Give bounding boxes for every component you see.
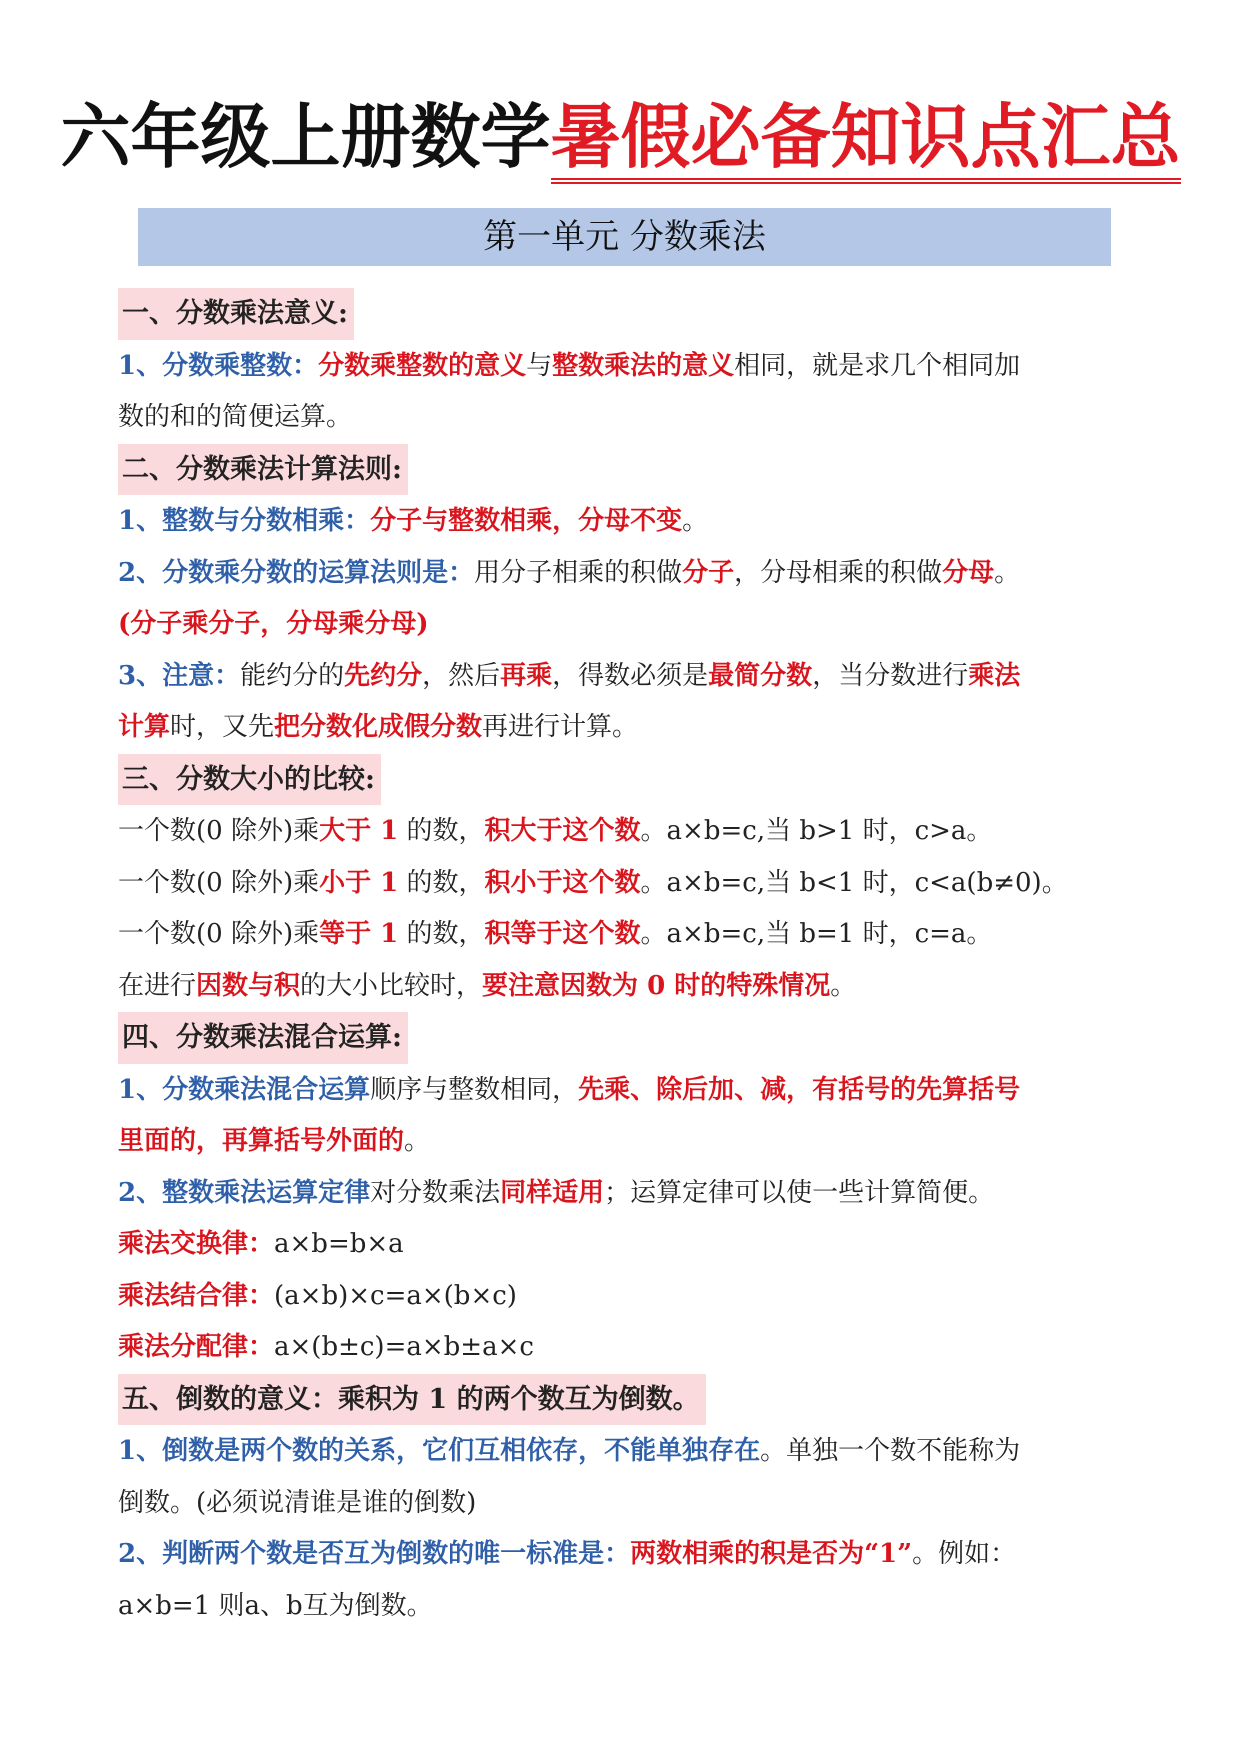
- text-line: [118, 341, 1128, 393]
- text-segment: 倒数。(必须说清谁是谁的倒数): [118, 1487, 477, 1518]
- heading-highlight: [118, 288, 354, 340]
- text-segment: 数的和的简便运算。: [118, 402, 353, 432]
- text-segment: 分数乘整数的意义: [318, 350, 527, 381]
- text-segment: 乘法交换律：: [118, 1229, 275, 1259]
- text-segment: 2、整数乘法运算定律: [118, 1177, 371, 1208]
- text-segment: 里面的，再算括号外面的: [118, 1126, 405, 1156]
- content-body: [118, 288, 1128, 1632]
- section-heading: [118, 288, 1128, 341]
- text-segment: 的数，: [398, 919, 485, 949]
- text-segment: a×(b±c)=a×b±a×c: [274, 1332, 534, 1362]
- page-title: [0, 92, 1241, 182]
- text-segment: 分母: [942, 557, 995, 588]
- text-segment: 。: [682, 506, 709, 536]
- text-segment: 再乘: [500, 660, 553, 691]
- text-segment: 。例如：: [912, 1539, 1017, 1569]
- text-line: [118, 1065, 1128, 1117]
- text-line: [118, 1581, 1128, 1633]
- section-heading: [118, 444, 1128, 497]
- text-line: [118, 702, 1128, 754]
- text-segment: 与: [526, 350, 553, 381]
- heading-highlight: [118, 1374, 706, 1426]
- text-segment: 因数与积: [196, 970, 301, 1001]
- text-segment: 再进行计算。: [482, 712, 639, 742]
- text-segment: 的数，: [398, 816, 485, 846]
- text-segment: 把分数化成假分数: [274, 712, 483, 742]
- text-segment: ；运算定律可以使一些计算简便。: [604, 1177, 995, 1208]
- text-segment: 1、分数乘法混合运算: [118, 1074, 371, 1105]
- title-black-part: 六年级上册数学: [60, 96, 551, 178]
- text-line: [118, 496, 1128, 548]
- text-segment: 。: [830, 970, 857, 1001]
- text-segment: 。单独一个数不能称为: [760, 1436, 1021, 1466]
- text-segment: 分子与整数相乘，分母不变: [370, 506, 683, 536]
- text-segment: 的大小比较时，: [300, 970, 483, 1001]
- text-segment: a×b=1 则a、b互为倒数。: [118, 1590, 433, 1621]
- text-segment: 小于 1: [319, 867, 399, 898]
- text-segment: 先约分: [344, 660, 423, 691]
- unit-heading: 第一单元 分数乘法: [138, 208, 1111, 266]
- text-segment: 能约分的: [240, 660, 345, 691]
- text-segment: ，分母相乘的积做: [734, 557, 943, 588]
- text-line: [118, 1219, 1128, 1271]
- text-segment: 2、分数乘分数的运算法则是：: [118, 557, 475, 588]
- text-line: [118, 1426, 1128, 1478]
- text-segment: 积大于这个数: [484, 816, 641, 846]
- text-segment: 。a×b=c,当 b<1 时，c<a(b≠0)。: [640, 867, 1068, 898]
- text-segment: 1、整数与分数相乘：: [118, 506, 371, 536]
- text-segment: 乘法: [968, 660, 1021, 691]
- text-segment: 的数，: [398, 867, 485, 898]
- text-segment: 1、分数乘整数：: [118, 350, 319, 381]
- text-line: [118, 858, 1128, 910]
- text-segment: 要注意因数为 0 时的特殊情况: [482, 970, 831, 1001]
- text-segment: 五、倒数的意义：乘积为 1 的两个数互为倒数。: [122, 1383, 700, 1415]
- text-segment: 。a×b=c,当 b=1 时，c=a。: [640, 919, 993, 949]
- text-line: [118, 1322, 1128, 1374]
- text-line: [118, 961, 1128, 1013]
- text-segment: 乘法结合律：: [118, 1280, 275, 1311]
- text-segment: 一个数(0 除外)乘: [118, 919, 320, 949]
- text-segment: 一个数(0 除外)乘: [118, 867, 320, 898]
- text-segment: 整数乘法的意义: [552, 350, 735, 381]
- text-segment: ，得数必须是: [552, 660, 709, 691]
- text-segment: 用分子相乘的积做: [474, 557, 683, 588]
- text-line: [118, 1271, 1128, 1323]
- text-segment: 相同，就是求几个相同加: [734, 350, 1021, 381]
- text-segment: 1、倒数是两个数的关系，它们互相依存，不能单独存在: [118, 1436, 761, 1466]
- text-line: [118, 1168, 1128, 1220]
- text-segment: 计算: [118, 712, 171, 742]
- text-segment: 。: [994, 557, 1021, 588]
- title-red-part: 暑假必备知识点汇总: [551, 96, 1181, 184]
- text-segment: 一个数(0 除外)乘: [118, 816, 320, 846]
- heading-highlight: [118, 1012, 408, 1064]
- text-line: [118, 651, 1128, 703]
- text-segment: 。: [404, 1126, 431, 1156]
- text-segment: 大于 1: [319, 816, 399, 846]
- text-segment: 同样适用: [500, 1177, 605, 1208]
- text-segment: 顺序与整数相同，: [370, 1074, 579, 1105]
- text-line: [118, 599, 1128, 651]
- text-segment: 二、分数乘法计算法则:: [122, 453, 402, 485]
- text-segment: (a×b)×c=a×(b×c): [274, 1280, 517, 1311]
- text-line: [118, 392, 1128, 444]
- section-heading: [118, 1374, 1128, 1427]
- text-segment: 。a×b=c,当 b>1 时，c>a。: [640, 816, 993, 846]
- text-segment: 两数相乘的积是否为“1”: [630, 1539, 913, 1569]
- text-segment: 2、判断两个数是否互为倒数的唯一标准是：: [118, 1539, 631, 1569]
- text-segment: 在进行: [118, 970, 197, 1001]
- text-segment: 时，又先: [170, 712, 275, 742]
- text-segment: ，当分数进行: [812, 660, 969, 691]
- text-line: [118, 909, 1128, 961]
- text-segment: 积小于这个数: [484, 867, 641, 898]
- heading-highlight: [118, 444, 408, 496]
- text-segment: 乘法分配律：: [118, 1332, 275, 1362]
- text-segment: 最简分数: [708, 660, 813, 691]
- section-heading: [118, 754, 1128, 807]
- text-segment: 等于 1: [319, 919, 399, 949]
- text-line: [118, 1478, 1128, 1530]
- text-segment: 先乘、除后加、减，有括号的先算括号: [578, 1074, 1021, 1105]
- heading-highlight: [118, 754, 381, 806]
- text-segment: 四、分数乘法混合运算:: [122, 1022, 402, 1053]
- text-segment: (分子乘分子，分母乘分母): [118, 609, 429, 639]
- text-line: [118, 1116, 1128, 1168]
- text-line: [118, 806, 1128, 858]
- section-heading: [118, 1012, 1128, 1065]
- text-segment: 一、分数乘法意义:: [122, 298, 348, 329]
- text-segment: 分子: [682, 557, 735, 588]
- text-segment: 3、注意：: [118, 660, 241, 691]
- text-segment: 对分数乘法: [370, 1177, 501, 1208]
- text-segment: ，然后: [422, 660, 501, 691]
- text-line: [118, 548, 1128, 600]
- text-segment: 三、分数大小的比较:: [122, 763, 375, 795]
- text-segment: 积等于这个数: [484, 919, 641, 949]
- text-line: [118, 1529, 1128, 1581]
- text-segment: a×b=b×a: [274, 1229, 404, 1259]
